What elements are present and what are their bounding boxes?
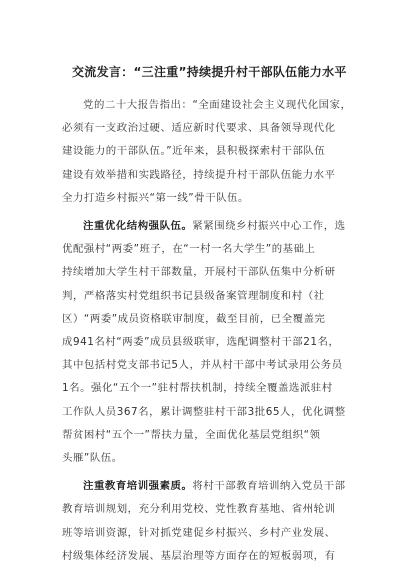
paragraph-training bbox=[62, 475, 350, 568]
paragraph-line: 教育培训规划，充分利用党校、党性教育基地、省州轮训 bbox=[62, 503, 336, 516]
paragraph-line: 班等培训资源，针对抓党建促乡村振兴、乡村产业发展、 bbox=[62, 526, 336, 539]
paragraph-line: 头雁”队伍。 bbox=[62, 452, 123, 465]
paragraph-line: 持续增加大学生村干部数量，开展村干部队伍集中分析研 bbox=[62, 266, 336, 279]
paragraph-line: 其中包括村党支部书记5人，并从村干部中考试录用公务员 bbox=[62, 359, 343, 372]
paragraph-line: 帮贫困村“五个一”帮扶力量，全面优化基层党组织“领 bbox=[62, 428, 321, 441]
paragraph-first-line bbox=[62, 215, 350, 238]
document-title: 交流发言：“三注重”持续提升村干部队伍能力水平 bbox=[72, 65, 347, 79]
paragraph-line: 建设能力的干部队伍。”近年来，县积极探索村干部队伍 bbox=[62, 145, 326, 158]
paragraph-line-text: 将村干部教育培训纳入党员干部 bbox=[192, 480, 346, 493]
section-heading: 注重优化结构强队伍。 bbox=[83, 220, 193, 233]
paragraph-line-text: 紧紧围绕乡村振兴中心工作，选 bbox=[192, 220, 346, 233]
section-heading: 注重教育培训强素质。 bbox=[83, 480, 193, 493]
paragraph-line: 建设有效举措和实践路径，持续提升村干部队伍能力水平 bbox=[62, 168, 336, 181]
paragraph-structure bbox=[62, 215, 350, 470]
paragraph-first-line bbox=[62, 475, 350, 498]
paragraph-line: 工作队人员367名，累计调整驻村干部3批65人，优化调整 bbox=[62, 405, 346, 418]
paragraph-line: 优配强村“两委”班子，在“一村一名大学生”的基础上 bbox=[62, 243, 316, 256]
paragraph-intro bbox=[62, 94, 350, 210]
paragraph-line: 党的二十大报告指出：“全面建设社会主义现代化国家， bbox=[83, 99, 352, 111]
paragraph-line: 区）“两委”成员资格联审制度，截至目前，已全覆盖完 bbox=[62, 312, 326, 325]
paragraph-line: 村级集体经济发展、基层治理等方面存在的短板弱项，有 bbox=[62, 549, 336, 562]
paragraph-line: 判，严格落实村党组织书记县级备案管理制度和村（社 bbox=[62, 289, 325, 302]
paragraph-line: 全力打造乡村振兴“第一线”骨干队伍。 bbox=[62, 191, 249, 204]
paragraph-line: 1名。强化“五个一”驻村帮扶机制，持续全覆盖选派驻村 bbox=[62, 382, 333, 395]
document-page bbox=[62, 64, 350, 573]
paragraph-line: 必须有一支政治过硬、适应新时代要求、具备领导现代化 bbox=[62, 122, 336, 135]
paragraph-line: 成941名村“两委”成员县级联审，选配调整村干部21名， bbox=[62, 336, 340, 349]
